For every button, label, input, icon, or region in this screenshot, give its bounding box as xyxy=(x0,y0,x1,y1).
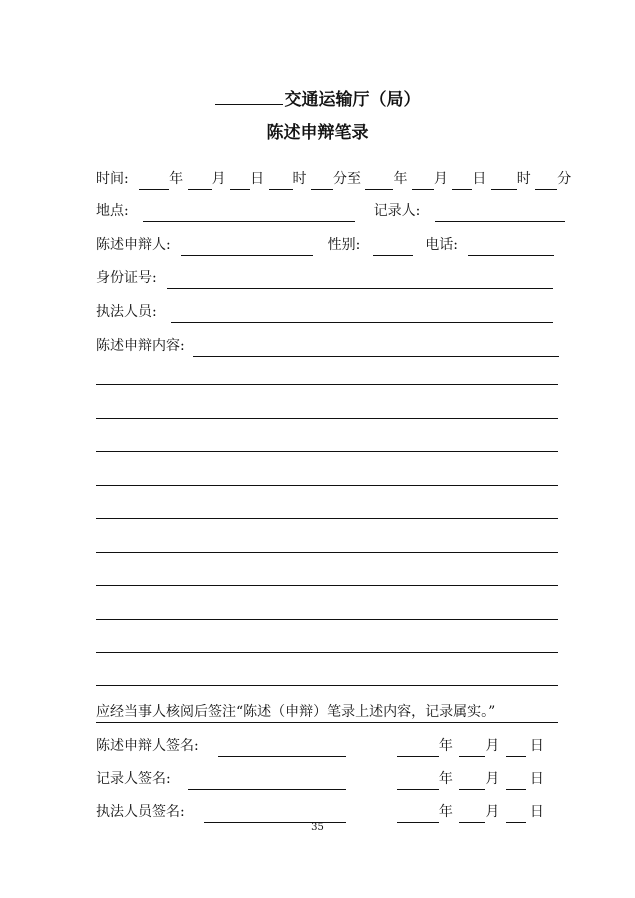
day-text: 日 xyxy=(529,738,544,754)
day-text: 日 xyxy=(250,171,265,187)
content-row xyxy=(96,335,558,357)
page-number: 35 xyxy=(311,822,324,833)
sign-year-blank[interactable] xyxy=(397,740,439,757)
officers-label: 执法人员: xyxy=(96,304,157,320)
signature-label: 陈述申辩人签名: xyxy=(96,738,199,754)
officers-row xyxy=(96,301,558,323)
signature-row xyxy=(96,801,558,823)
signature-row xyxy=(96,768,558,790)
id-row xyxy=(96,267,558,289)
sign-year-blank[interactable] xyxy=(397,806,439,823)
id-field[interactable] xyxy=(167,272,553,289)
end-minute-blank[interactable] xyxy=(535,173,557,190)
content-line[interactable] xyxy=(96,652,558,653)
end-month-blank[interactable] xyxy=(412,173,434,190)
signature-label: 记录人签名: xyxy=(96,771,171,787)
content-line[interactable] xyxy=(96,384,558,385)
start-day-blank[interactable] xyxy=(230,173,250,190)
sign-day-blank[interactable] xyxy=(506,773,526,790)
recorder-label: 记录人: xyxy=(373,203,421,219)
content-field[interactable] xyxy=(193,340,559,357)
year-text: 年 xyxy=(438,804,453,820)
start-hour-blank[interactable] xyxy=(269,173,293,190)
day-text: 日 xyxy=(472,171,487,187)
agency-suffix: 交通运输厅（局） xyxy=(284,90,421,110)
content-line[interactable] xyxy=(96,685,558,686)
hour-text: 时 xyxy=(292,171,307,187)
recorder-field[interactable] xyxy=(435,205,565,222)
content-line[interactable] xyxy=(96,518,558,519)
sign-month-blank[interactable] xyxy=(459,806,485,823)
day-text: 日 xyxy=(529,804,544,820)
sign-month-blank[interactable] xyxy=(459,773,485,790)
agency-title xyxy=(0,85,635,110)
signature-field[interactable] xyxy=(218,740,346,757)
month-text: 月 xyxy=(485,771,500,787)
gender-field[interactable] xyxy=(373,239,413,256)
officers-field[interactable] xyxy=(171,306,553,323)
respondent-field[interactable] xyxy=(181,239,313,256)
year-text: 年 xyxy=(393,171,408,187)
place-field[interactable] xyxy=(143,205,355,222)
year-text: 年 xyxy=(438,738,453,754)
signature-label: 执法人员签名: xyxy=(96,804,185,820)
start-minute-blank[interactable] xyxy=(311,173,333,190)
year-text: 年 xyxy=(169,171,184,187)
content-label: 陈述申辩内容: xyxy=(96,338,185,354)
signature-field[interactable] xyxy=(188,773,346,790)
day-text: 日 xyxy=(529,771,544,787)
month-text: 月 xyxy=(485,738,500,754)
sign-day-blank[interactable] xyxy=(506,806,526,823)
sign-month-blank[interactable] xyxy=(459,740,485,757)
place-row xyxy=(96,200,558,222)
form-title: 陈述申辩笔录 xyxy=(266,123,369,143)
content-line[interactable] xyxy=(96,585,558,586)
place-label: 地点: xyxy=(96,203,129,219)
agency-name-blank[interactable] xyxy=(215,88,283,105)
end-year-blank[interactable] xyxy=(365,173,393,190)
respondent-row xyxy=(96,234,558,256)
phone-field[interactable] xyxy=(468,239,554,256)
content-line[interactable] xyxy=(96,485,558,486)
start-month-blank[interactable] xyxy=(188,173,212,190)
content-line[interactable] xyxy=(96,418,558,419)
minute-text: 分 xyxy=(557,171,572,187)
id-label: 身份证号: xyxy=(96,270,157,286)
sign-year-blank[interactable] xyxy=(397,773,439,790)
gender-label: 性别: xyxy=(327,237,361,253)
month-text: 月 xyxy=(485,804,500,820)
time-label: 时间: xyxy=(96,171,129,187)
time-row xyxy=(96,168,572,190)
minute-to-text: 分至 xyxy=(332,171,361,187)
content-line[interactable] xyxy=(96,451,558,452)
hour-text: 时 xyxy=(516,171,531,187)
month-text: 月 xyxy=(211,171,226,187)
end-hour-blank[interactable] xyxy=(491,173,517,190)
respondent-label: 陈述申辩人: xyxy=(96,237,171,253)
sign-day-blank[interactable] xyxy=(506,740,526,757)
content-line[interactable] xyxy=(96,552,558,553)
month-text: 月 xyxy=(433,171,448,187)
end-day-blank[interactable] xyxy=(452,173,472,190)
content-line[interactable] xyxy=(96,619,558,620)
year-text: 年 xyxy=(438,771,453,787)
start-year-blank[interactable] xyxy=(139,173,169,190)
phone-label: 电话: xyxy=(425,237,458,253)
signature-row xyxy=(96,735,558,757)
signature-field[interactable] xyxy=(204,806,346,823)
verification-notice: 应经当事人核阅后签注“陈述（申辩）笔录上述内容，记录属实。” xyxy=(96,702,558,723)
